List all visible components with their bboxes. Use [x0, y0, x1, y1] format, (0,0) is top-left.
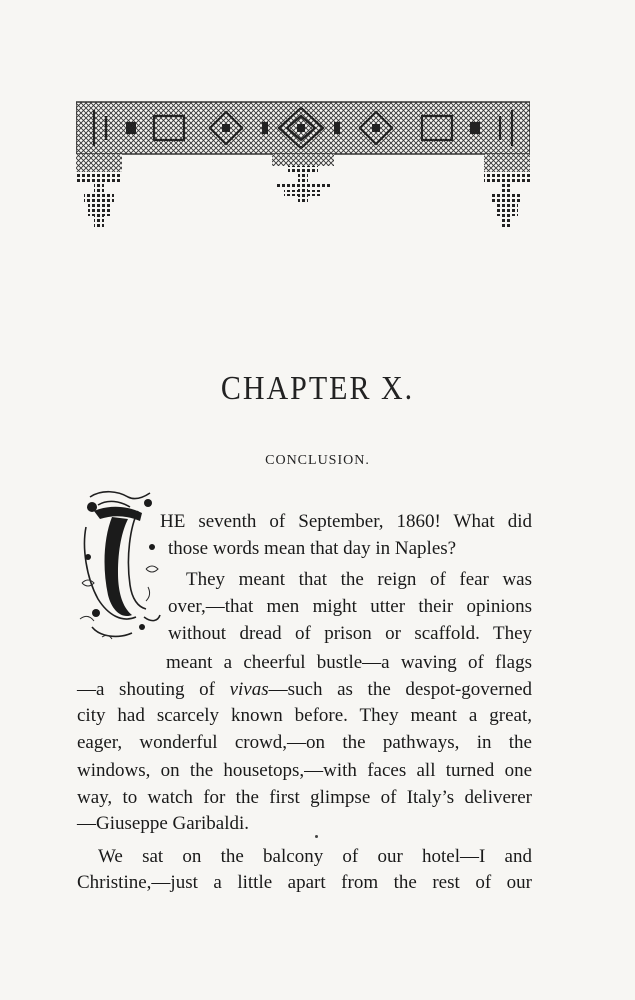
text-line: those words mean that day in Naples? [168, 538, 457, 559]
text-line: way, to watch for the first glimpse of Italy’s deliverer [77, 787, 532, 808]
header-ornament [76, 98, 530, 238]
italic-word: vivas [229, 679, 269, 700]
chapter-subtitle: CONCLUSION. [265, 453, 370, 468]
text-line: meant a cheerful bustle—a waving of flags [166, 652, 532, 673]
text-line [77, 680, 532, 699]
ink-speck [315, 835, 318, 838]
text-line: Christine,—just a little apart from the rest of our [77, 872, 532, 893]
text-line: city had scarcely known before. They meant a great, [77, 705, 532, 726]
text-line: without dread of prison or scaffold. They [168, 623, 532, 644]
chapter-title: CHAPTER X. [220, 369, 415, 407]
text-line: eager, wonderful crowd,—on the pathways, in the [77, 732, 532, 753]
text-line: They meant that the reign of fear was [186, 569, 532, 590]
text-line: We sat on the balcony of our hotel—I and [98, 846, 532, 867]
text-segment: —such as the despot-governed [268, 679, 533, 700]
text-line: over,—that men might utter their opinions [168, 596, 532, 617]
text-segment: —a shouting of [77, 679, 230, 700]
text-line: windows, on the housetops,—with faces all turned one [77, 760, 532, 781]
drop-cap-illuminated-letter [78, 487, 162, 643]
text-line: —Giuseppe Garibaldi. [77, 813, 250, 834]
text-line: HE seventh of September, 1860! What did [160, 511, 532, 532]
